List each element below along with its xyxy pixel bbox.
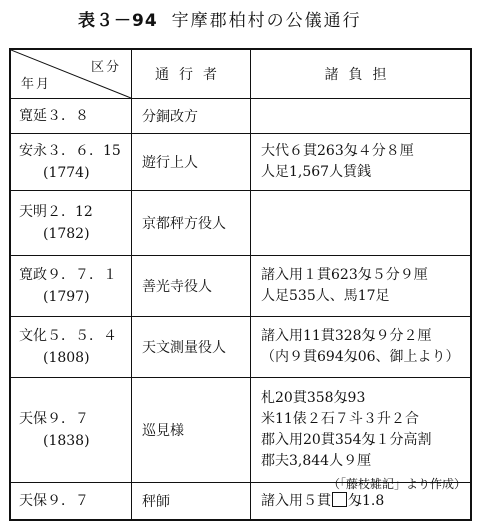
- year-text: (1774): [43, 165, 90, 181]
- table-row: [10, 378, 471, 483]
- official-passage-table: [9, 48, 472, 521]
- burden-line: （内９貫694匁06、御上より）: [261, 349, 460, 365]
- burden-line: 諸入用11貫328匁９分２厘: [261, 328, 432, 344]
- date-cell: [10, 483, 132, 521]
- date-text: 寛延３．８: [19, 108, 89, 124]
- table-row: [10, 99, 471, 134]
- date-text: 天明２．12: [19, 204, 93, 220]
- burden-cell: [251, 99, 472, 134]
- date-text: 寛政９．７．１: [19, 267, 117, 283]
- table-row: [10, 317, 471, 378]
- passer-cell: 天文測量役人: [132, 317, 251, 378]
- burden-line: 大代６貫263匁４分８厘: [261, 143, 414, 159]
- burden-cell: [251, 134, 472, 191]
- year-text: (1808): [43, 350, 90, 366]
- date-cell: [10, 317, 132, 378]
- date-cell: [10, 191, 132, 256]
- burden-suffix: 匁1.8: [348, 492, 385, 509]
- date-text: 天保９．７: [19, 411, 89, 427]
- passer-cell: 遊行上人: [132, 134, 251, 191]
- date-cell: [10, 378, 132, 483]
- table-number: 表３－94: [78, 11, 158, 31]
- table-name: 宇摩郡柏村の公儀通行: [171, 11, 362, 31]
- source-note: （「藤枝雑記」より作成）: [327, 477, 466, 491]
- burden-line: [261, 491, 470, 512]
- burden-line: 人足535人、馬17足: [261, 288, 390, 304]
- year-text: (1797): [43, 289, 90, 305]
- passer-cell: 善光寺役人: [132, 256, 251, 317]
- year-month-label: 年月: [21, 77, 52, 92]
- burden-header: 諸負担: [251, 49, 472, 99]
- burden-line: 郡夫3,844人９厘: [261, 453, 372, 469]
- burden-cell: [251, 256, 472, 317]
- date-text: 安永３．６．15: [19, 143, 121, 159]
- passer-cell: 分銅改方: [132, 99, 251, 134]
- passer-cell: 京都秤方役人: [132, 191, 251, 256]
- year-text: (1782): [43, 226, 90, 242]
- table-row: [10, 134, 471, 191]
- category-label: 区分: [90, 60, 121, 75]
- table-row: [10, 256, 471, 317]
- burden-cell: [251, 191, 472, 256]
- burden-line: 米11俵２石７斗３升２合: [261, 411, 419, 427]
- date-text: 文化５．５．４: [19, 328, 117, 344]
- burden-cell: [251, 378, 472, 483]
- burden-line: 諸入用１貫623匁５分９厘: [261, 267, 428, 283]
- date-cell: [10, 134, 132, 191]
- table-title: [78, 6, 362, 34]
- passer-cell: 秤師: [132, 483, 251, 521]
- burden-line: 郡入用20貫354匁１分高割: [261, 432, 432, 448]
- date-cell: [10, 99, 132, 134]
- passage-header: 通行者: [132, 49, 251, 99]
- date-text: 天保９．７: [19, 493, 89, 509]
- passer-cell: 巡見様: [132, 378, 251, 483]
- corner-header-cell: [10, 49, 132, 99]
- burden-cell: [251, 317, 472, 378]
- table-row: [10, 191, 471, 256]
- date-cell: [10, 256, 132, 317]
- burden-line: 札20貫358匁93: [261, 390, 366, 406]
- year-text: (1838): [43, 433, 90, 449]
- burden-line: 人足1,567人賃銭: [261, 164, 372, 180]
- illegible-character-box: [332, 492, 347, 507]
- burden-prefix: 諸入用５貫: [261, 492, 331, 509]
- header-row: [10, 49, 471, 99]
